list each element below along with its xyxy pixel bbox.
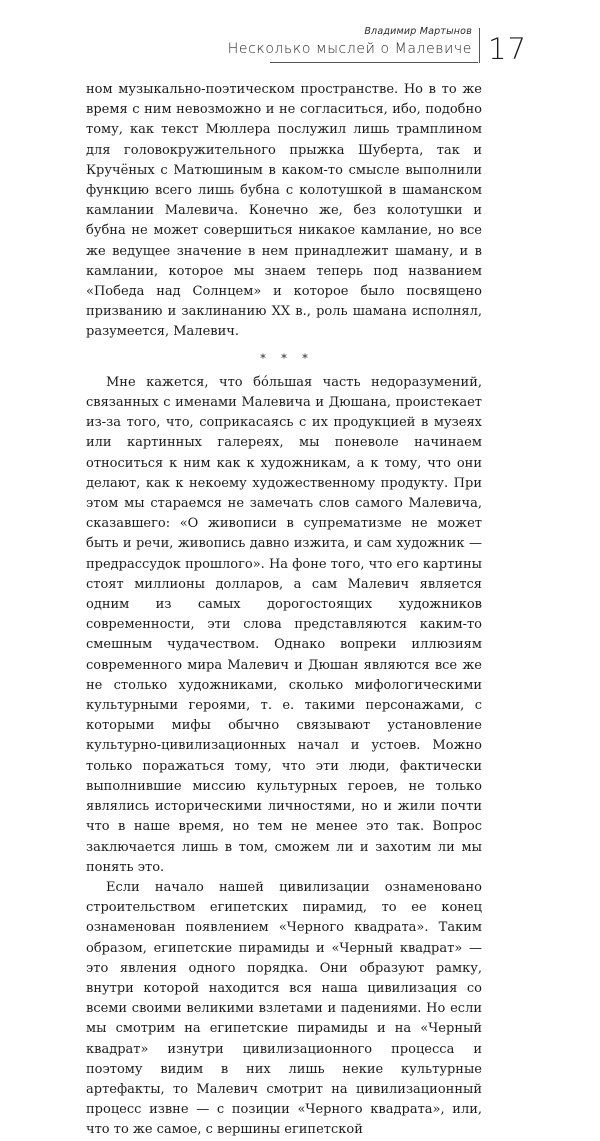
paragraph: Мне кажется, что бóльшая часть недоразумений, связанных с именами Малевича и Дюшана, проистекает из-за того, что, соприкасаясь с их продукцией в музеях или картинных галереях, мы поневоле начинаем относиться к ним как к художникам, а к тому, что они делают, как к некоему художественному продукту. При этом мы стараемся не замечать слов самого Малевича, сказавшего: «О живописи в супрематизме не может быть и речи, живопись давно изжита, и сам художник — предрассудок прошлого». На фоне того, что его картины стоят миллионы долларов, а сам Малевич является одним из самых дорогостоящих художников современности, эти слова представляются каким-то смешным чудачеством. Однако вопреки иллюзиям современного мира Малевич и Дюшан являются все же не столько художниками, сколько мифологическими культурными героями, т. е. такими персонажами, с которыми мифы обычно связывают установление культурно-цивилизационных начал и устоев. Можно только поражаться тому, что эти люди, фактически выполнившие миссию культурных героев, не только являлись историческими личностями, но и жили почти что в наше время, но тем не менее это так. Вопрос заключается лишь в том, сможем ли и захотим ли мы понять это.: [86, 374, 482, 875]
running-header: [0, 26, 600, 76]
paragraph: Если начало нашей цивилизации ознаменовано строительством египетских пирамид, то ее конец ознаменован появлением «Черного квадрата». Таким образом, египетские пирамиды и «Черный квадрат» — это явления одного порядка. Они образуют рамку, внутри которой находится вся наша цивилизация со всеми своими великими взлетами и падениями. Но если мы смотрим на египетские пирамиды и на «Черный квадрат» изнутри цивилизационного процесса и поэтому видим в них лишь некие культурные артефакты, то Малевич смотрит на цивилизационный процесс извне — с позиции «Черного квадрата», или, что то же самое, с вершины египетской: [86, 879, 482, 1138]
header-rule: [270, 62, 478, 63]
header-title: Несколько мыслей о Малевиче: [227, 41, 472, 57]
paragraph-continued: ном музыкально-поэтическом пространстве. Но в то же время с ним невозможно и не согласиться, ибо, подобно тому, как текст Мюллера послужил лишь трамплином для головокружительного прыжка Шуберта, так и Кручёных с Матюшиным в каком-то смысле выполнили функцию всего лишь бубна с колотушкой в шаманском камлании Малевича. Конечно же, без колотушки и бубна не может совершиться никакое камлание, но все же ведущее значение в нем принадлежит шаману, и в камлании, которое мы знаем теперь под названием «Победа над Солнцем» и которое было посвящено призванию и заклинанию ХХ в., роль шамана исполнял, разумеется, Малевич.: [86, 82, 482, 340]
section-separator: * * *: [260, 351, 314, 365]
header-author: Владимир Мартынов: [364, 26, 472, 37]
page-number: 17: [488, 32, 527, 66]
header-divider: [479, 28, 480, 63]
body-text: [86, 80, 482, 1141]
